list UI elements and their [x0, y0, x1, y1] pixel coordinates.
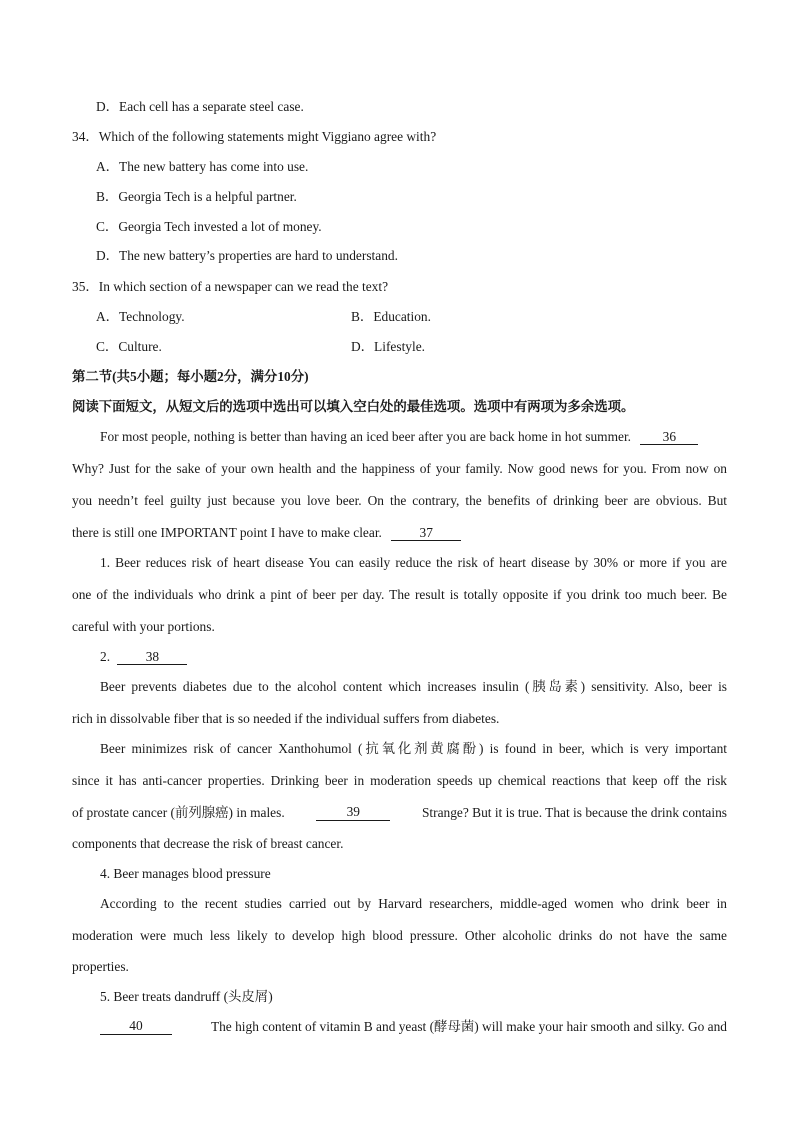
passage-text: Strange? But it is true. That is because the drink contains [421, 805, 727, 820]
blank-36: 36 [640, 430, 698, 445]
passage-line: Why? Just for the sake of your own health and the happiness of your family. Now good news for you. From now on [72, 461, 727, 476]
q34-option-a: A．The new battery has come into use. [96, 159, 309, 174]
passage-line [100, 429, 698, 445]
passage-line: properties. [72, 959, 129, 974]
passage-line: moderation were much less likely to develop high blood pressure. Other alcoholic drinks do not have the same [72, 928, 727, 943]
passage-line: 1. Beer reduces risk of heart disease You can easily reduce the risk of heart disease by 30% or more if you are [100, 555, 727, 570]
blank-38: 38 [117, 650, 187, 665]
section-instruction: 阅读下面短文，从短文后的选项中选出可以填入空白处的最佳选项。选项中有两项为多余选项。 [72, 399, 635, 414]
passage-text: there is still one IMPORTANT point I have to make clear. [72, 525, 382, 540]
passage-line [100, 649, 187, 665]
q34-option-d: D．The new battery’s properties are hard to understand. [96, 248, 398, 263]
passage-text: of prostate cancer (前列腺癌) in males. [72, 805, 285, 820]
passage-line [100, 1019, 727, 1035]
passage-line: rich in dissolvable fiber that is so needed if the individual suffers from diabetes. [72, 711, 500, 726]
q35-option-d: D．Lifestyle. [351, 339, 426, 354]
passage-line: you needn’t feel guilty just because you love beer. On the contrary, the benefits of drinking beer are obvious. But [72, 493, 727, 508]
q34-option-b: B．Georgia Tech is a helpful partner. [96, 189, 297, 204]
passage-line [72, 805, 727, 821]
passage-line: Beer minimizes risk of cancer Xanthohumol (抗氧化剂黄腐酚) is found in beer, which is very important [100, 741, 727, 756]
passage-line: since it has anti-cancer properties. Drinking beer in moderation speeds up chemical reactions that keep off the risk [72, 773, 727, 788]
blank-39: 39 [316, 805, 390, 821]
passage-line: Beer prevents diabetes due to the alcohol content which increases insulin (胰岛素) sensitivity. Also, beer is [100, 679, 727, 694]
section-heading: 第二节(共5小题；每小题2分，满分10分) [72, 369, 309, 384]
q35-option-c: C．Culture. [96, 339, 162, 354]
passage-line [72, 525, 461, 541]
q34-option-c: C．Georgia Tech invested a lot of money. [96, 219, 322, 234]
item-heading: 4. Beer manages blood pressure [100, 866, 271, 881]
q35-option-a: A．Technology. [96, 309, 185, 324]
passage-text: For most people, nothing is better than having an iced beer after you are back home in hot summer. [100, 429, 632, 444]
passage-line: one of the individuals who drink a pint of beer per day. The result is totally opposite if you drink too much beer. Be [72, 587, 727, 602]
passage-text: The high content of vitamin B and yeast (酵母菌) will make your hair smooth and silky. Go and [210, 1019, 727, 1034]
blank-37: 37 [391, 526, 461, 541]
q33-option-d: D．Each cell has a separate steel case. [96, 99, 304, 114]
item-heading: 5. Beer treats dandruff (头皮屑) [100, 989, 273, 1004]
passage-line: According to the recent studies carried out by Harvard researchers, middle-aged women who drink beer in [100, 896, 727, 911]
q35-option-b: B．Education. [351, 309, 431, 324]
passage-line: careful with your portions. [72, 619, 215, 634]
blank-40: 40 [100, 1019, 172, 1035]
q35-question: 35．In which section of a newspaper can we read the text? [72, 279, 389, 294]
item-number: 2. [100, 649, 111, 664]
passage-line: components that decrease the risk of breast cancer. [72, 836, 344, 851]
q34-question: 34．Which of the following statements might Viggiano agree with? [72, 129, 437, 144]
